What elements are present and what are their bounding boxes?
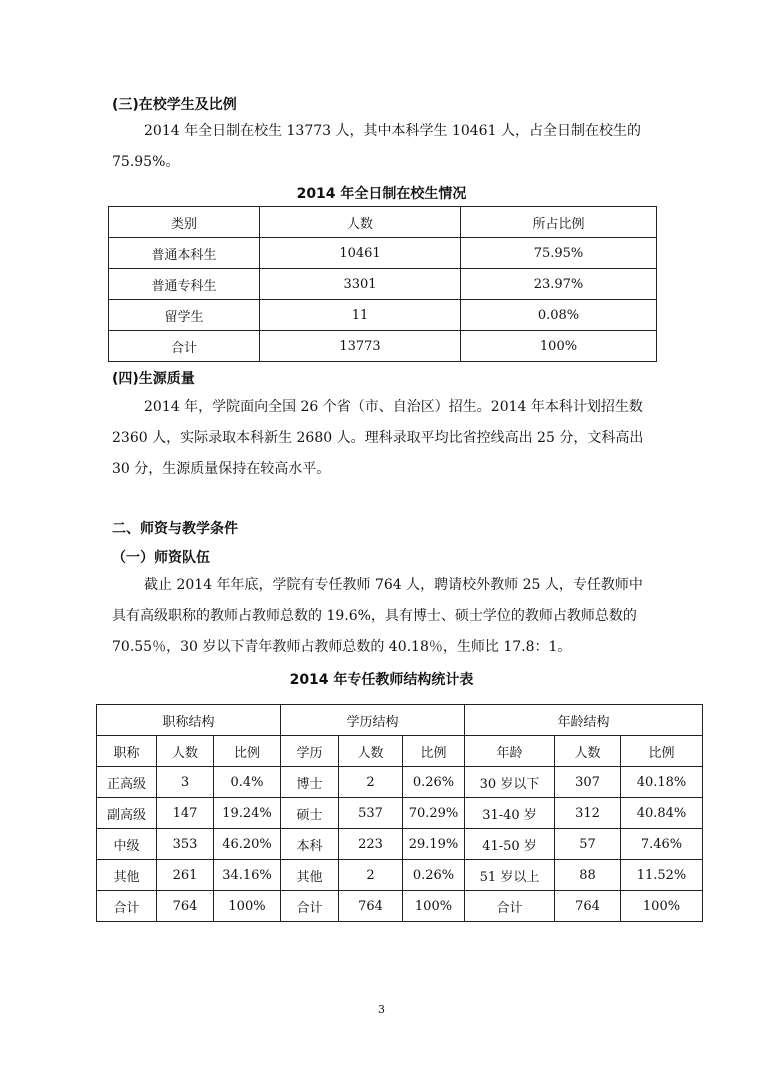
section-heading-teachers: 二、师资与教学条件 bbox=[112, 521, 238, 537]
table-cell: 0.08% bbox=[461, 300, 657, 331]
teachers-structure-table bbox=[96, 704, 703, 922]
header-cell: 比例 bbox=[621, 736, 703, 767]
table-cell: 312 bbox=[555, 798, 621, 829]
table-cell: 100% bbox=[403, 891, 465, 922]
table-row bbox=[109, 269, 657, 300]
table-cell: 11.52% bbox=[621, 860, 703, 891]
table-cell: 13773 bbox=[260, 331, 461, 362]
table-cell: 10461 bbox=[260, 238, 461, 269]
table-header-row bbox=[109, 207, 657, 238]
table-cell: 普通专科生 bbox=[109, 269, 260, 300]
table-cell: 537 bbox=[339, 798, 403, 829]
table-cell: 2 bbox=[339, 767, 403, 798]
table-caption-students: 2014 年全日制在校生情况 bbox=[296, 186, 467, 202]
table-cell: 30 岁以下 bbox=[465, 767, 555, 798]
header-cell: 人数 bbox=[157, 736, 214, 767]
table-caption-teachers: 2014 年专任教师结构统计表 bbox=[289, 672, 474, 688]
table-cell: 75.95% bbox=[461, 238, 657, 269]
group-header-cell: 职称结构 bbox=[97, 705, 281, 736]
table-group-header-row bbox=[97, 705, 703, 736]
table-row bbox=[109, 300, 657, 331]
table-cell: 51 岁以上 bbox=[465, 860, 555, 891]
table-cell: 261 bbox=[157, 860, 214, 891]
table-cell: 764 bbox=[157, 891, 214, 922]
paragraph-text: 2014 年，学院面向全国 26 个省（市、自治区）招生。2014 年本科计划招生数 2360 人，实际录取本科新生 2680 人。理科录取平均比省控线高出 25 分，文科高出 30 分，生源质量保持在较高水平。 bbox=[112, 399, 644, 477]
table-cell: 70.29% bbox=[403, 798, 465, 829]
header-cell: 类别 bbox=[109, 207, 260, 238]
table-cell: 合计 bbox=[281, 891, 339, 922]
table-cell: 0.4% bbox=[214, 767, 281, 798]
table-cell: 合计 bbox=[97, 891, 157, 922]
table-cell: 29.19% bbox=[403, 829, 465, 860]
table-cell: 307 bbox=[555, 767, 621, 798]
subheading-faculty: （一）师资队伍 bbox=[112, 550, 210, 566]
table-cell: 40.84% bbox=[621, 798, 703, 829]
header-cell: 人数 bbox=[339, 736, 403, 767]
table-cell: 147 bbox=[157, 798, 214, 829]
header-cell: 人数 bbox=[260, 207, 461, 238]
table-cell: 普通本科生 bbox=[109, 238, 260, 269]
paragraph-text: 截止 2014 年年底，学院有专任教师 764 人，聘请校外教师 25 人，专任教师中具有高级职称的教师占教师总数的 19.6%，具有博士、硕士学位的教师占教师总数的 70.55％，30 岁以下青年教师占教师总数的 40.18％，生师比 17.8：1。 bbox=[112, 577, 643, 655]
page-number: 3 bbox=[378, 1003, 385, 1016]
table-cell: 46.20% bbox=[214, 829, 281, 860]
table-cell: 100% bbox=[621, 891, 703, 922]
table-cell: 223 bbox=[339, 829, 403, 860]
header-cell: 年龄 bbox=[465, 736, 555, 767]
table-cell: 合计 bbox=[109, 331, 260, 362]
table-cell: 其他 bbox=[281, 860, 339, 891]
header-cell: 学历 bbox=[281, 736, 339, 767]
table-cell: 19.24% bbox=[214, 798, 281, 829]
table-cell: 353 bbox=[157, 829, 214, 860]
section-heading-students: (三)在校学生及比例 bbox=[112, 97, 237, 113]
paragraph-text: 2014 年全日制在校生 13773 人，其中本科学生 10461 人，占全日制在校生的 75.95%。 bbox=[112, 123, 641, 170]
table-cell: 留学生 bbox=[109, 300, 260, 331]
table-cell: 副高级 bbox=[97, 798, 157, 829]
table-cell: 0.26% bbox=[403, 860, 465, 891]
table-cell: 57 bbox=[555, 829, 621, 860]
table-cell: 34.16% bbox=[214, 860, 281, 891]
table-cell: 本科 bbox=[281, 829, 339, 860]
table-cell: 31-40 岁 bbox=[465, 798, 555, 829]
table-row bbox=[97, 891, 703, 922]
paragraph-students bbox=[112, 116, 654, 178]
table-cell: 合计 bbox=[465, 891, 555, 922]
table-cell: 764 bbox=[339, 891, 403, 922]
group-header-cell: 学历结构 bbox=[281, 705, 465, 736]
section-heading-source: (四)生源质量 bbox=[112, 371, 195, 387]
table-cell: 3301 bbox=[260, 269, 461, 300]
table-cell: 3 bbox=[157, 767, 214, 798]
paragraph-source bbox=[112, 392, 654, 485]
table-cell: 正高级 bbox=[97, 767, 157, 798]
group-header-cell: 年龄结构 bbox=[465, 705, 703, 736]
table-cell: 100% bbox=[214, 891, 281, 922]
table-row bbox=[97, 829, 703, 860]
header-cell: 比例 bbox=[403, 736, 465, 767]
table-row bbox=[109, 331, 657, 362]
table-cell: 7.46% bbox=[621, 829, 703, 860]
table-cell: 0.26% bbox=[403, 767, 465, 798]
paragraph-teachers bbox=[112, 570, 654, 663]
table-row bbox=[97, 798, 703, 829]
table-cell: 764 bbox=[555, 891, 621, 922]
students-table bbox=[108, 206, 657, 362]
table-cell: 硕士 bbox=[281, 798, 339, 829]
table-cell: 40.18% bbox=[621, 767, 703, 798]
table-row bbox=[97, 860, 703, 891]
header-cell: 职称 bbox=[97, 736, 157, 767]
table-cell: 中级 bbox=[97, 829, 157, 860]
table-cell: 博士 bbox=[281, 767, 339, 798]
header-cell: 比例 bbox=[214, 736, 281, 767]
table-header-row bbox=[97, 736, 703, 767]
table-cell: 11 bbox=[260, 300, 461, 331]
table-cell: 2 bbox=[339, 860, 403, 891]
header-cell: 人数 bbox=[555, 736, 621, 767]
table-cell: 100% bbox=[461, 331, 657, 362]
table-row bbox=[109, 238, 657, 269]
table-cell: 88 bbox=[555, 860, 621, 891]
table-cell: 23.97% bbox=[461, 269, 657, 300]
table-row bbox=[97, 767, 703, 798]
table-cell: 41-50 岁 bbox=[465, 829, 555, 860]
table-cell: 其他 bbox=[97, 860, 157, 891]
header-cell: 所占比例 bbox=[461, 207, 657, 238]
